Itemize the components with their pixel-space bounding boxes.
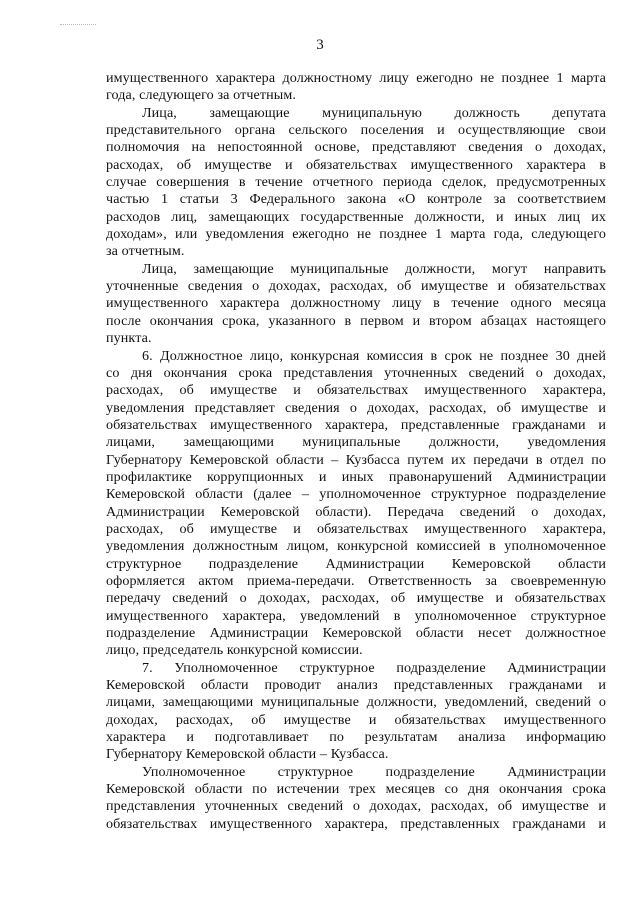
text-line: представительного органа сельского поселения и осуществляющие свои xyxy=(106,122,606,139)
text-line: Лица, замещающие муниципальную должность депутата xyxy=(142,104,606,121)
text-line: 6. Должностное лицо, конкурсная комиссия в срок не позднее 30 дней xyxy=(142,347,606,364)
text-line: со дня окончания срока представления уточненных сведений о доходах, xyxy=(106,364,606,381)
text-line: Кемеровской области проводит анализ представленных гражданами и xyxy=(106,677,606,694)
text-line: оформляется актом приема-передачи. Ответственность за своевременную xyxy=(106,572,606,589)
text-line: представления уточненных сведений о доходах, расходах, об имуществе и xyxy=(106,798,606,815)
text-line: профилактике коррупционных и иных правонарушений Администрации xyxy=(106,468,606,485)
text-line: года, следующего за отчетным. xyxy=(106,87,296,104)
text-line: уведомления представляет сведения о доходах, расходах, об имуществе и xyxy=(106,399,606,416)
text-line: случае совершения в течение отчетного периода сделок, предусмотренных xyxy=(106,174,606,191)
text-line: Кемеровской области (далее – уполномоченное структурное подразделение xyxy=(106,486,606,503)
text-line: передачу сведений о доходах, расходах, об имуществе и обязательствах xyxy=(106,590,606,607)
text-line: уведомления должностным лицом, конкурсной комиссией в уполномоченное xyxy=(106,538,606,555)
scan-artifact xyxy=(60,24,96,27)
text-line: обязательствах имущественного характера, представленных гражданами и xyxy=(106,815,606,832)
text-line: 7. Уполномоченное структурное подразделение Администрации xyxy=(142,659,606,676)
text-line: после окончания срока, указанного в первом и втором абзацах настоящего xyxy=(106,312,606,329)
document-body xyxy=(106,70,606,833)
text-line: Уполномоченное структурное подразделение Администрации xyxy=(142,763,606,780)
text-line: обязательствах имущественного характера, представленные гражданами и xyxy=(106,416,606,433)
text-line: структурное подразделение Администрации Кемеровской области xyxy=(106,555,606,572)
text-line: расходах, об имуществе и обязательствах имущественного характера, xyxy=(106,520,606,537)
text-line: Губернатору Кемеровской области – Кузбасса путем их передачи в отдел по xyxy=(106,451,606,468)
text-line: Лица, замещающие муниципальные должности, могут направить xyxy=(142,260,606,277)
text-line: характера и подготавливает по результатам анализа информацию xyxy=(106,729,606,746)
text-line: подразделение Администрации Кемеровской области несет должностное xyxy=(106,625,606,641)
text-line: частью 1 статьи 3 Федерального закона «О контроле за соответствием xyxy=(106,191,606,208)
text-line: расходах, об имуществе и обязательствах имущественного характера в xyxy=(106,156,606,173)
text-line: расходов лиц, замещающих государственные должности, и иных лиц их xyxy=(106,208,606,225)
text-line: расходах, об имуществе и обязательствах имущественного характера, xyxy=(106,382,606,399)
text-line: полномочия на непостоянной основе, представляют сведения о доходах, xyxy=(106,139,606,156)
text-line: имущественного характера должностному лицу ежегодно не позднее 1 марта xyxy=(106,70,606,86)
text-line: имущественного характера должностному лицу в течение одного месяца xyxy=(106,295,606,312)
text-line: лицами, замещающими муниципальные должности, уведомления xyxy=(106,434,606,451)
text-line: лицо, председатель конкурсной комиссии. xyxy=(106,642,363,659)
text-line: лицами, замещающими муниципальные должности, уведомлений, сведений о xyxy=(106,694,606,711)
text-line: доходам», или уведомления ежегодно не позднее 1 марта года, следующего xyxy=(106,226,606,243)
page-number: 3 xyxy=(316,37,324,53)
text-line: имущественного характера, уведомлений в уполномоченное структурное xyxy=(106,607,606,624)
text-line: Губернатору Кемеровской области – Кузбасса. xyxy=(106,746,389,763)
text-line: уточненные сведения о доходах, расходах, об имуществе и обязательствах xyxy=(106,278,606,295)
text-line: пункта. xyxy=(106,330,152,347)
text-line: за отчетным. xyxy=(106,243,185,260)
text-line: Администрации Кемеровской области). Передача сведений о доходах, xyxy=(106,503,606,520)
text-line: доходах, расходах, об имуществе и обязательствах имущественного xyxy=(106,711,606,728)
text-line: Кемеровской области по истечении трех месяцев со дня окончания срока xyxy=(106,781,606,798)
